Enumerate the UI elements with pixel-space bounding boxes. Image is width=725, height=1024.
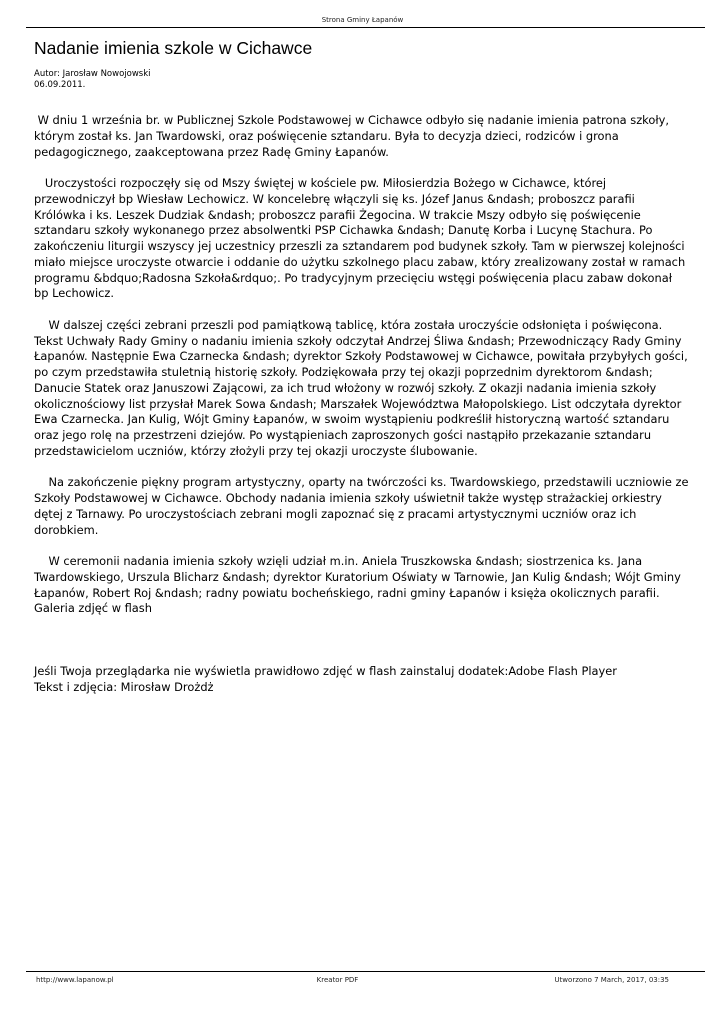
article-paragraph: Na zakończenie piękny program artystyczny, oparty na twórczości ks. Twardowskiego, przedstawili uczniowie ze Szkoły Podstawowej w Cichawce. Obchody nadania imienia szkoły uświetnił także występ strażackiej orkiestry dętej z Tarnawy. Po uroczystościach zebrani mogli zapoznać się z pracami artystycznymi uczniów oraz ich dorobkiem. [34, 475, 693, 537]
article-paragraph: W dalszej części zebrani przeszli pod pamiątkową tablicę, która została uroczyście odsłonięta i poświęcona. Tekst Uchwały Rady Gminy o nadaniu imienia szkoły odczytał Andrzej Śliwa &ndash; Przewodniczący Rady Gminy Łapanów. Następnie Ewa Czarnecka &ndash; dyrektor Szkoły Podstawowej w Cichawce, powitała przybyłych gości, po czym przedstawiła stuletnią historię szkoły. Podziękowała przy tej okazji poprzednim dyrektorom &ndash; Danucie Statek oraz Januszowi Zającowi, za ich trud włożony w rozwój szkoły. Z okazji nadania imienia szkoły okolicznościowy list przysłał Marek Sowa &ndash; Marszałek Województwa Małopolskiego. List odczytała dyrektor Ewa Czarnecka. Jan Kulig, Wójt Gminy Łapanów, w swoim wystąpieniu podkreślił historyczną wartość sztandaru oraz jego rolę na przestrzeni dziejów. Po wystąpieniach zaproszonych gości nastąpiło przekazanie sztandaru przedstawicielom uczniów, którzy złożyli przy tej okazji uroczyste ślubowanie. [34, 317, 692, 458]
article-paragraph: W ceremonii nadania imienia szkoły wzięli udział m.in. Aniela Truszkowska &ndash; siostrzenica ks. Jana Twardowskiego, Urszula Blicharz &ndash; dyrektor Kuratorium Oświaty w Tarnowie, Jan Kulig &ndash; Wójt Gminy Łapanów, Robert Roj &ndash; radny powiatu bocheńskiego, radni gminy Łapanów i księża okolicznych parafii. Galeria zdjęć w flash [34, 554, 685, 616]
article-date: 06.09.2011. [34, 80, 86, 90]
spacer [34, 633, 689, 649]
flash-player-note: Jeśli Twoja przeglądarka nie wyświetla prawidłowo zdjęć w flash zainstaluj dodatek:Adobe Flash Player [34, 664, 617, 679]
footer-generator: Kreator PDF [316, 976, 359, 984]
header-divider [26, 27, 705, 28]
photo-credits: Tekst i zdjęcia: Mirosław Drożdż [34, 680, 214, 694]
article-body [34, 113, 693, 696]
page-header: Strona Gminy Łapanów [321, 16, 404, 24]
article-title: Nadanie imienia szkole w Cichawce [34, 38, 313, 58]
spacer [34, 649, 689, 665]
article-author: Autor: Jarosław Nowojowski [34, 69, 151, 79]
footer-created-date: Utworzono 7 March, 2017, 03:35 [554, 976, 669, 984]
footer-divider [26, 971, 705, 972]
article-paragraph: Uroczystości rozpoczęły się od Mszy świętej w kościele pw. Miłosierdzia Bożego w Cichawce, której przewodniczył bp Wiesław Lechowicz. W koncelebrę włączyli się ks. Józef Janus &ndash; proboszcz parafii Królówka i ks. Leszek Dudziak &ndash; proboszcz parafii Żegocina. W trakcie Mszy odbyło się poświęcenie sztandaru szkoły wykonanego przez absolwentki PSP Cichawka &ndash; Danutę Korba i Lucynę Stachura. Po zakończeniu liturgii wszyscy jej uczestnicy przeszli za sztandarem pod budynek szkoły. Tam w pierwszej kolejności miało miejsce uroczyste otwarcie i oddanie do użytku szkolnego placu zabaw, który zrealizowany został w ramach programu &bdquo;Radosna Szkoła&rdquo;. Po tradycyjnym przecięciu wstęgi poświęcenia placu zabaw dokonał bp Lechowicz. [34, 176, 689, 301]
footer-site-url[interactable]: http://www.lapanow.pl [36, 976, 114, 984]
article-paragraph: W dniu 1 września br. w Publicznej Szkole Podstawowej w Cichawce odbyło się nadanie imienia patrona szkoły, którym został ks. Jan Twardowski, oraz poświęcenie sztandaru. Była to decyzja dzieci, rodziców i grona pedagogicznego, zaakceptowana przez Radę Gminy Łapanów. [34, 113, 673, 159]
